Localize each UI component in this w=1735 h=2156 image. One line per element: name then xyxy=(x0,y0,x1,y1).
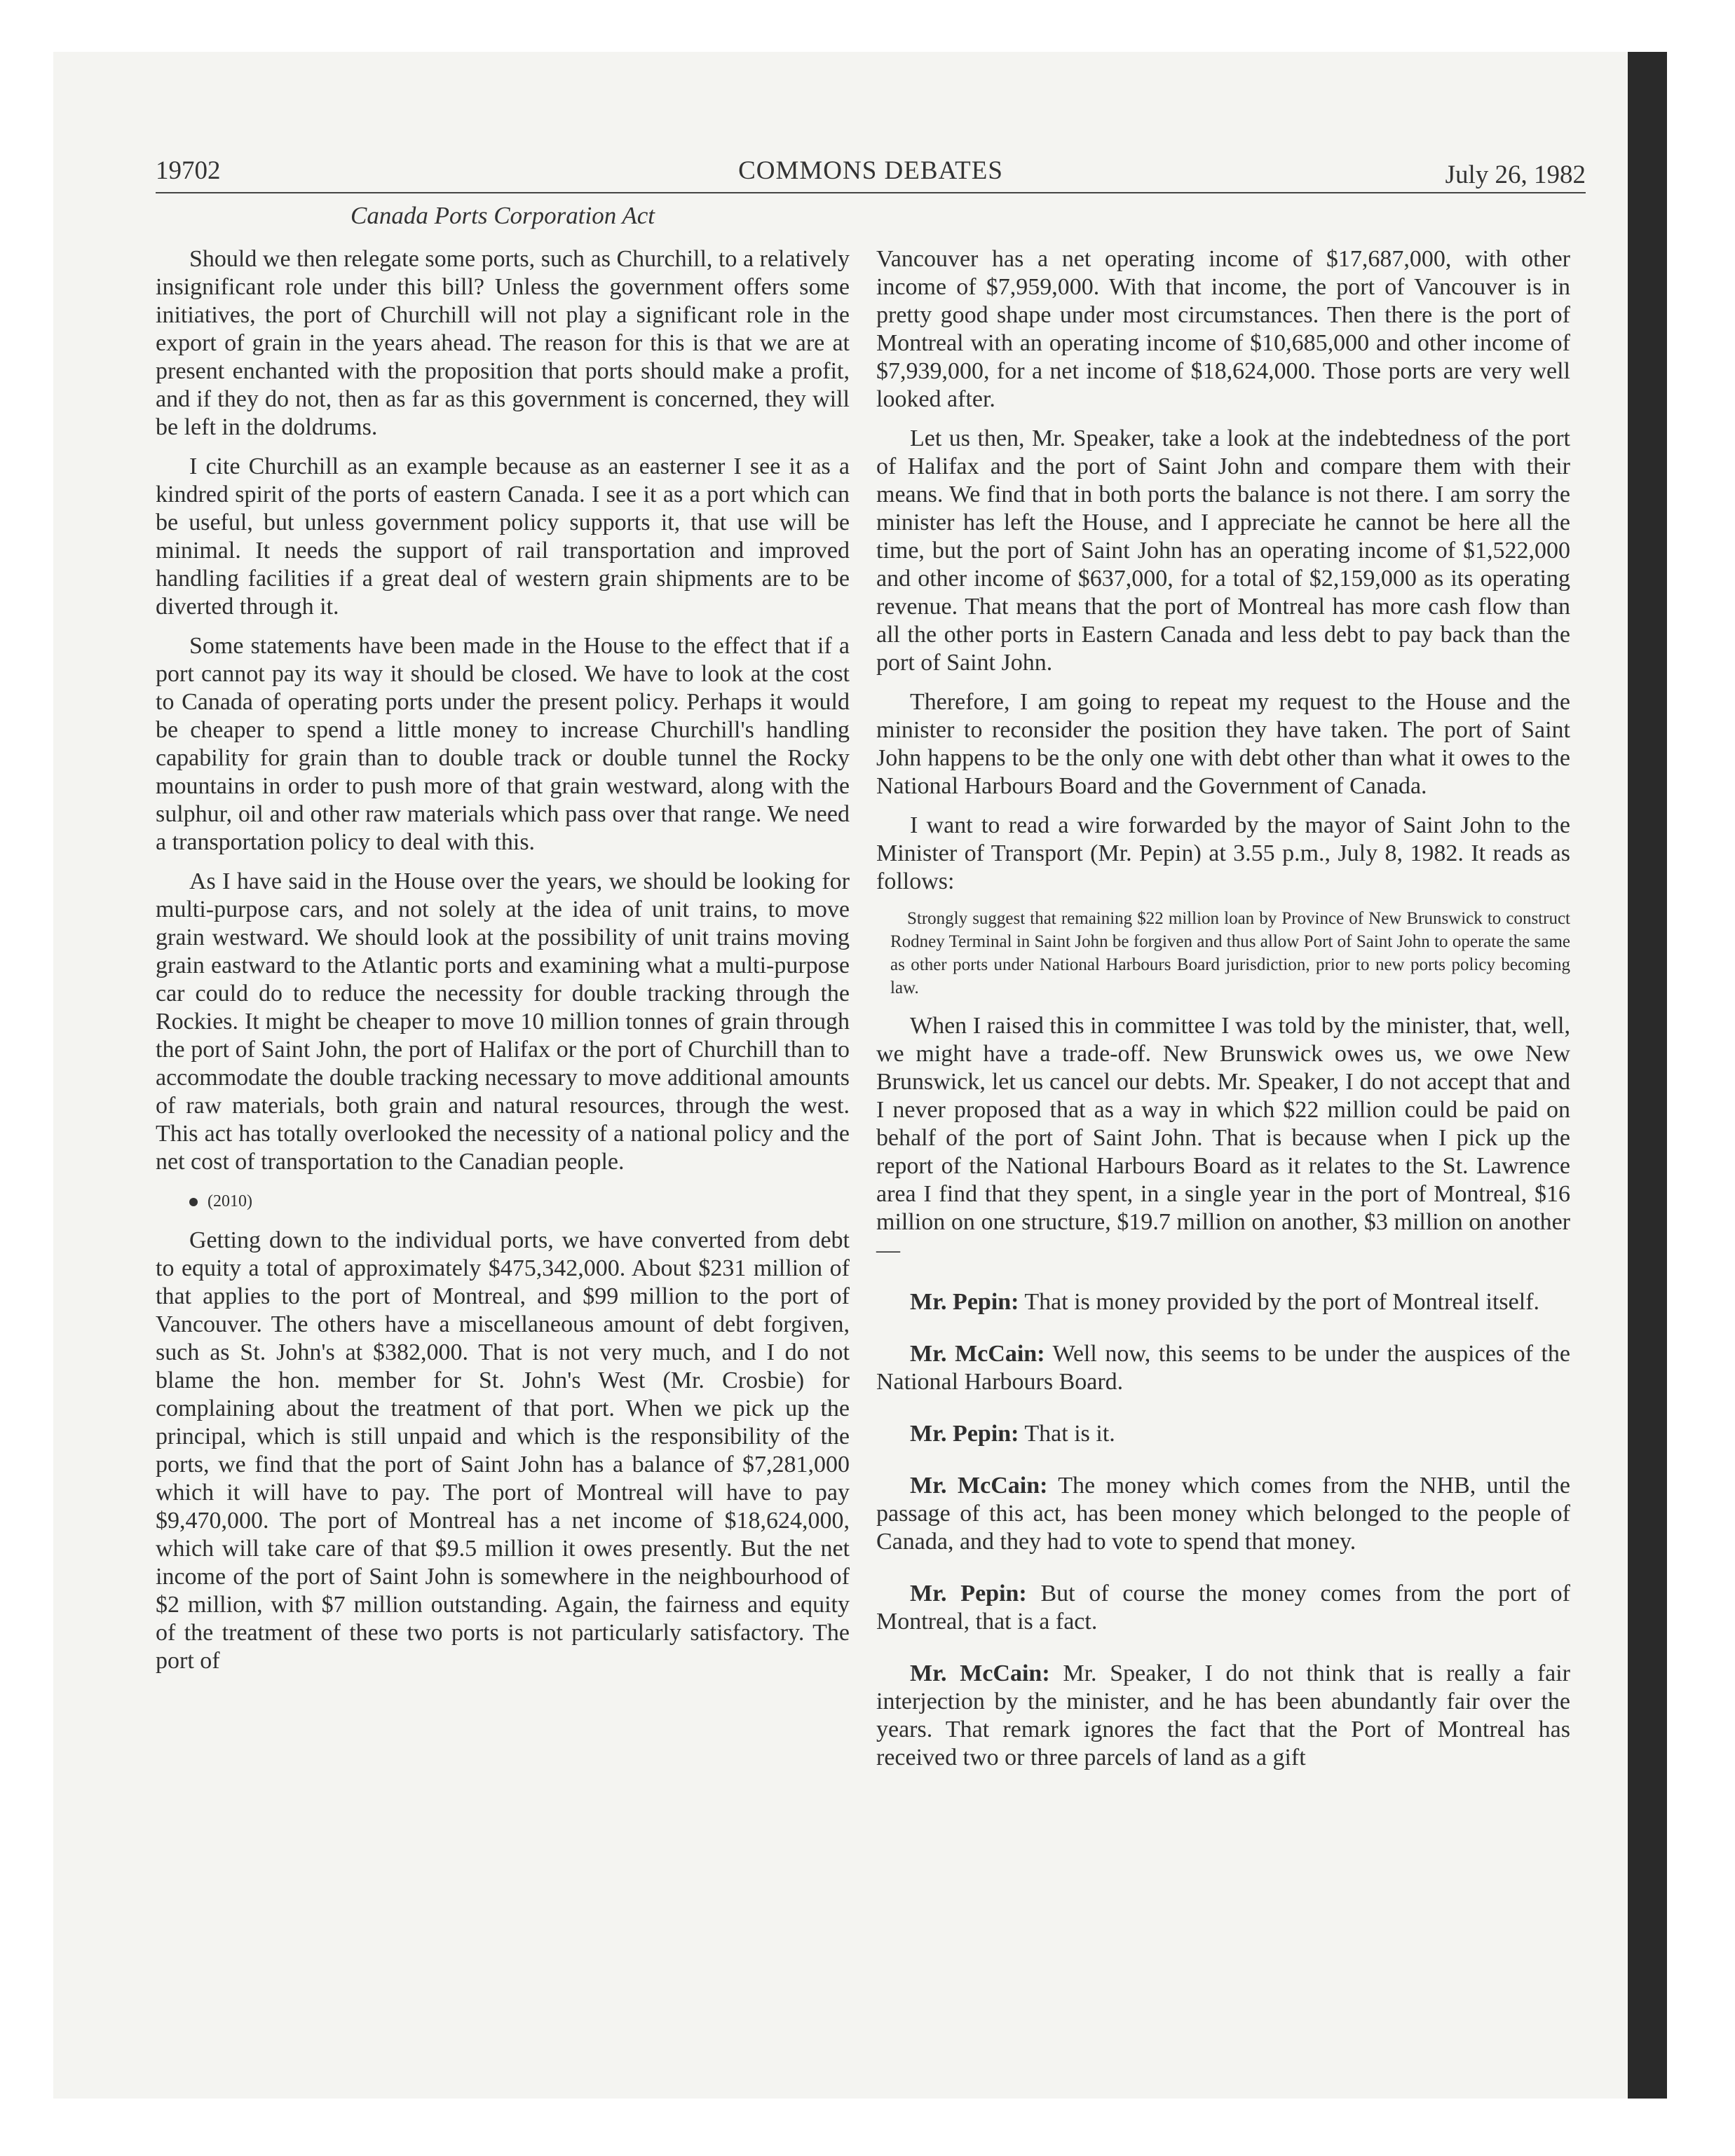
header-rule xyxy=(156,192,1586,193)
publication-title: COMMONS DEBATES xyxy=(738,156,1003,185)
speech-entry xyxy=(876,1288,1570,1316)
paragraph: Therefore, I am going to repeat my request to the House and the minister to reconsider the position they have taken. The port of Saint John happens to be the only one with debt other than what it owes to the National Harbours Board and the Government of Canada. xyxy=(876,689,1570,799)
paragraph: Let us then, Mr. Speaker, take a look at the indebtedness of the port of Halifax and the port of Saint John and compare them with their means. We find that in both ports the balance is not there. I am sorry the minister has left the House, and I appreciate he cannot be here all the time, but the port of Saint John has an operating income of $1,522,000 and other income of $637,000, for a total of $2,159,000 as its operating revenue. That means that the port of Montreal has more cash flow than all the other ports in Eastern Canada and less debt to pay back than the port of Saint John. xyxy=(876,425,1570,676)
speech-entry xyxy=(876,1660,1570,1772)
speech-text: Well now, this seems to be under the auspices of the National Harbours Board. xyxy=(876,1341,1570,1395)
paragraph: Should we then relegate some ports, such as Churchill, to a relatively insignificant role under this bill? Unless the government offers some initiatives, the port of Churchill will not play a significant role in the export of grain in the years ahead. The reason for this is that we are at present enchanted with the proposition that ports should make a profit, and if they do not, then as far as this government is concerned, they will be left in the doldrums. xyxy=(156,246,850,440)
speech-text: But of course the money comes from the port of Montreal, that is a fact. xyxy=(876,1581,1570,1635)
paragraph: I want to read a wire forwarded by the mayor of Saint John to the Minister of Transport (Mr. Pepin) at 3.55 p.m., July 8, 1982. It reads as follows: xyxy=(876,812,1570,894)
right-column xyxy=(876,245,1570,1796)
paragraph: I cite Churchill as an example because as an easterner I see it as a kindred spirit of the ports of eastern Canada. I see it as a port which can be useful, but unless government policy supports it, that use will be minimal. It needs the support of rail transportation and improved handling facilities if a great deal of western grain shipments are to be diverted through it. xyxy=(156,453,850,620)
speaker-name: Mr. McCain: xyxy=(910,1473,1048,1499)
speaker-name: Mr. McCain: xyxy=(910,1341,1045,1367)
speech-entry xyxy=(876,1580,1570,1636)
page-date: July 26, 1982 xyxy=(1445,161,1586,189)
quoted-wire: Strongly suggest that remaining $22 million loan by Province of New Brunswick to construct Rodney Terminal in Saint John be forgiven and thus allow Port of Saint John to operate the same as other ports under National Harbours Board jurisdiction, prior to new ports policy becoming law. xyxy=(890,909,1570,997)
speaker-name: Mr. Pepin: xyxy=(910,1581,1027,1606)
speech-text: That is it. xyxy=(1019,1421,1115,1447)
speech-entry xyxy=(876,1340,1570,1396)
time-marker xyxy=(156,1187,850,1215)
left-column xyxy=(156,245,850,1686)
time-marker-label: (2010) xyxy=(207,1192,252,1210)
running-head: Canada Ports Corporation Act xyxy=(351,202,655,229)
paragraph: Vancouver has a net operating income of $17,687,000, with other income of $7,959,000. With that income, the port of Vancouver is in pretty good shape under most circumstances. Then there is the port of Montreal with an operating income of $10,685,000 and other income of $7,939,000, for a net income of $18,624,000. Those ports are very well looked after. xyxy=(876,246,1570,412)
speaker-name: Mr. McCain: xyxy=(910,1660,1050,1686)
speech-text: Mr. Speaker, I do not think that is really a fair interjection by the minister, and he has been abundantly fair over the years. That remark ignores the fact that the Port of Montreal has received two or three parcels of land as a gift xyxy=(876,1660,1571,1770)
page-number: 19702 xyxy=(156,156,221,185)
speech-entry xyxy=(876,1420,1570,1448)
paragraph: As I have said in the House over the years, we should be looking for multi-purpose cars, and not solely at the idea of unit trains, to move grain westward. We should look at the possibility of unit trains moving grain eastward to the Atlantic ports and examining what a multi-purpose car could do to reduce the necessity for double tracking through the Rockies. It might be cheaper to move 10 million tonnes of grain through the port of Saint John, the port of Halifax or the port of Churchill than to accommodate the double tracking necessary to move additional amounts of raw materials, both grain and natural resources, through the west. This act has totally overlooked the necessity of a national policy and the net cost of transportation to the Canadian people. xyxy=(156,868,850,1175)
paragraph: Some statements have been made in the House to the effect that if a port cannot pay its way it should be closed. We have to look at the cost to Canada of operating ports under the present policy. Perhaps it would be cheaper to spend a little money to increase Churchill's handling capability for grain than to double track or double tunnel the Rocky mountains in order to push more of that grain westward, along with the sulphur, oil and other raw materials which pass over that range. We need a transportation policy to deal with this. xyxy=(156,633,850,855)
bullet-icon xyxy=(189,1198,198,1206)
paragraph: When I raised this in committee I was told by the minister, that, well, we might have a trade-off. New Brunswick owes us, we owe New Brunswick, let us cancel our debts. Mr. Speaker, I do not accept that and I never proposed that as a way in which $22 million could be paid on behalf of the port of Saint John. That is because when I pick up the report of the National Harbours Board as it relates to the St. Lawrence area I find that they spent, in a single year in the port of Montreal, $16 million on one structure, $19.7 million on another, $3 million on another— xyxy=(876,1013,1570,1263)
speech-text: The money which comes from the NHB, until the passage of this act, has been money which belonged to the people of Canada, and they had to vote to spend that money. xyxy=(876,1473,1570,1555)
speech-entry xyxy=(876,1472,1570,1556)
speech-text: That is money provided by the port of Montreal itself. xyxy=(1019,1289,1540,1315)
speaker-name: Mr. Pepin: xyxy=(910,1421,1019,1447)
speaker-name: Mr. Pepin: xyxy=(910,1289,1019,1315)
page-header xyxy=(156,156,1586,192)
paragraph: Getting down to the individual ports, we have converted from debt to equity a total of approximately $475,342,000. About $231 million of that applies to the port of Montreal, and $99 million to the port of Vancouver. The others have a miscellaneous amount of debt forgiven, such as St. John's at $382,000. That is not very much, and I do not blame the hon. member for St. John's West (Mr. Crosbie) for complaining about the treatment of that port. When we pick up the principal, which is still unpaid and which is the responsibility of the ports, we find that the port of Saint John has a balance of $7,281,000 which it will have to pay. The port of Montreal will have to pay $9,470,000. The port of Montreal has a net income of $18,624,000, which will take care of that $9.5 million it owes presently. But the net income of the port of Saint John is somewhere in the neighbourhood of $2 million, with $7 million outstanding. Again, the fairness and equity of the treatment of these two ports is not particularly satisfactory. The port of xyxy=(156,1227,850,1674)
scan-edge xyxy=(1628,52,1667,2099)
